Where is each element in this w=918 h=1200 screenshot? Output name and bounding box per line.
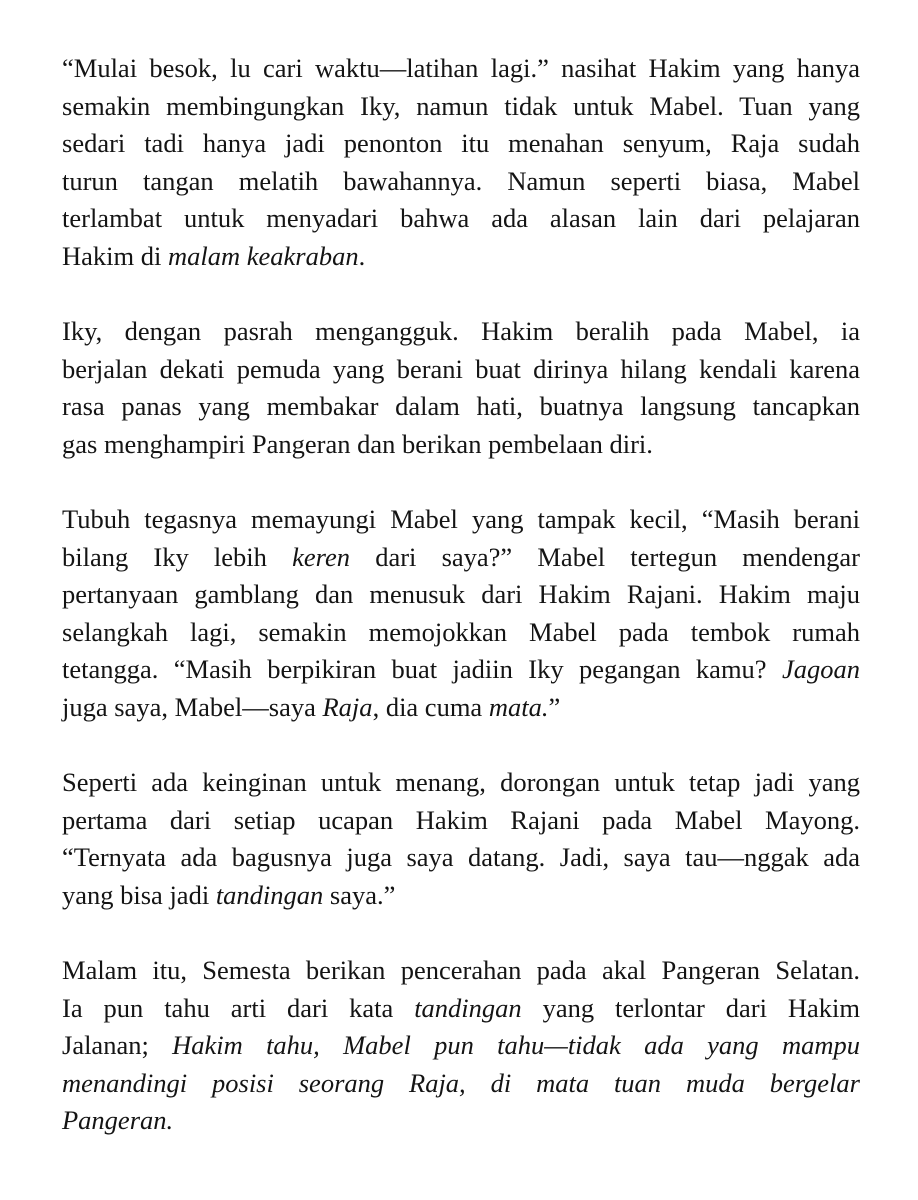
paragraph-2 [62, 313, 860, 463]
text-line: Iky, dengan pasrah mengangguk. Hakim beralih pada Mabel, ia [62, 316, 860, 346]
text-line: Seperti ada keinginan untuk menang, dorongan untuk tetap jadi yang [62, 767, 860, 797]
text-line: turun tangan melatih bawahannya. Namun seperti biasa, Mabel [62, 165, 860, 196]
italic-phrase: tandingan [414, 992, 522, 1023]
text-line: sedari tadi hanya jadi penonton itu menahan senyum, Raja sudah [62, 128, 860, 158]
italic-phrase: malam keakraban [168, 240, 359, 271]
text-line: semakin membingungkan Iky, namun tidak untuk Mabel. Tuan yang [62, 90, 860, 121]
italic-phrase: tandingan [215, 879, 324, 910]
text-line: gas menghampiri Pangeran dan berikan pembelaan diri. [62, 428, 653, 459]
text-line: tetangga. “Masih berpikiran buat jadiin Iky pegangan kamu? Jagoan [62, 654, 860, 684]
italic-phrase: Pangeran. [62, 1105, 174, 1135]
text-line: Tubuh tegasnya memayungi Mabel yang tampak kecil, “Masih berani [62, 504, 860, 534]
text-line: bilang Iky lebih keren dari saya?” Mabel tertegun mendengar [62, 541, 860, 572]
text-line [62, 1102, 860, 1140]
paragraph-4 [62, 764, 860, 914]
italic-phrase: Hakim tahu, Mabel pun tahu—tidak ada yang mampu [172, 1030, 860, 1060]
paragraph-5 [62, 952, 860, 1140]
text-line: pertanyaan gamblang dan menusuk dari Hakim Rajani. Hakim maju [62, 579, 860, 609]
text-line: yang bisa jadi tandingan saya.” [62, 879, 396, 910]
text-line: pertama dari setiap ucapan Hakim Rajani pada Mabel Mayong. [62, 804, 860, 835]
text-line: terlambat untuk menyadari bahwa ada alasan lain dari pelajaran [62, 203, 860, 233]
text-line: Malam itu, Semesta berikan pencerahan pada akal Pangeran Selatan. [62, 955, 860, 985]
italic-phrase: menandingi posisi seorang Raja, di mata tuan muda bergelar [62, 1067, 860, 1098]
book-page [62, 50, 860, 1140]
italic-phrase: Jagoan [781, 654, 860, 684]
text-line: Jalanan; Hakim tahu, Mabel pun tahu—tidak ada yang mampu [62, 1030, 860, 1060]
text-line: berjalan dekati pemuda yang berani buat dirinya hilang kendali karena [62, 353, 860, 384]
text-line: juga saya, Mabel—saya Raja, dia cuma mata.” [62, 691, 561, 722]
italic-phrase: mata. [488, 691, 549, 722]
text-line: “Mulai besok, lu cari waktu—latihan lagi.” nasihat Hakim yang hanya [62, 53, 860, 83]
text-line: selangkah lagi, semakin memojokkan Mabel pada tembok rumah [62, 616, 860, 647]
text-line: Ia pun tahu arti dari kata tandingan yang terlontar dari Hakim [62, 992, 860, 1023]
text-line [62, 1065, 860, 1103]
text-line: Hakim di malam keakraban. [62, 240, 366, 271]
text-line: rasa panas yang membakar dalam hati, buatnya langsung tancapkan [62, 391, 860, 421]
italic-phrase: keren [292, 541, 350, 572]
paragraph-1 [62, 50, 860, 275]
paragraph-3 [62, 501, 860, 726]
italic-phrase: Raja [322, 691, 373, 722]
text-line: “Ternyata ada bagusnya juga saya datang. Jadi, saya tau—nggak ada [62, 842, 860, 872]
